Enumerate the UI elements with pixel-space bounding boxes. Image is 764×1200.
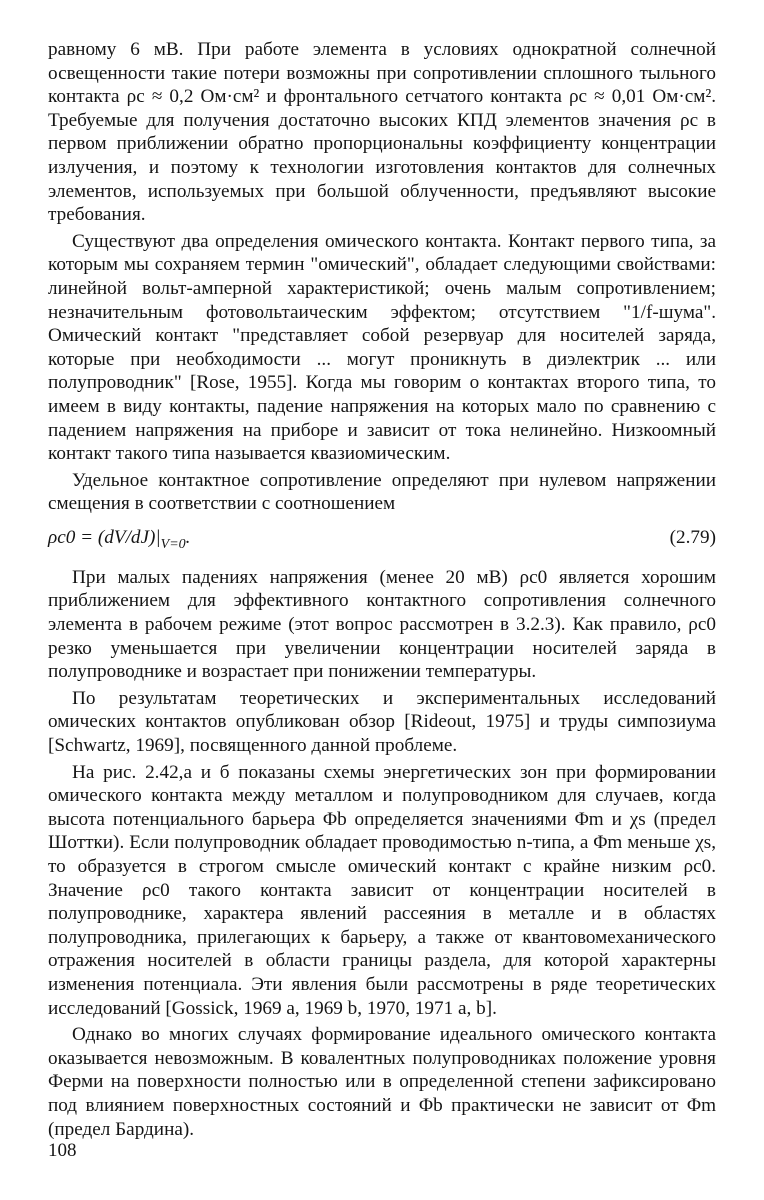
page-number: 108 <box>48 1140 77 1161</box>
equation-subscript: V=0 <box>160 536 186 552</box>
equation-2-79 <box>48 520 716 560</box>
paragraph-covalent-semiconductors: Однако во многих случаях формирование идеального омического контакта оказывается невозможным. В ковалентных полупроводниках положение уровня Ферми на поверхности полностью или в определенной степени зафиксировано под влиянием поверхностных состояний и Φb практически не зависит от Φm (предел Бардина). <box>48 1024 716 1140</box>
paragraph-specific-resistance: Удельное контактное сопротивление определяют при нулевом напряжении смещения в соответствии с соотношением <box>48 469 716 515</box>
paragraph-contact-losses: равному 6 мВ. При работе элемента в условиях однократной солнечной освещенности такие потери возможны при сопротивлении сплошного тыльного контакта ρc ≈ 0,2 Ом·см² и фронтального сетчатого контакта ρc ≈ 0,01 Ом·см². Требуемые для получения достаточно высоких КПД элементов значения ρc в первом приближении обратно пропорциональны коэффициенту концентрации излучения, и поэтому к технологии изготовления контактов для солнечных элементов, используемых при большой облученности, предъявляют высокие требования. <box>48 39 716 226</box>
paragraph-energy-bands: На рис. 2.42,а и б показаны схемы энергетических зон при формировании омического контакта между металлом и полупроводником для случаев, когда высота потенциального барьера Φb определяется значениями Φm и χs (предел Шоттки). Если полупроводник обладает проводимостью n-типа, а Φm меньше χs, то образуется в строгом смысле омический контакт с крайне низким ρc0. Значение ρc0 такого контакта зависит от концентрации носителей в полупроводнике, характера явлений рассеяния в металле и в областях полупроводника, прилегающих к барьеру, а также от квантовомеханического отражения носителей в области границы раздела, для которой характерны изменения потенциала. Эти явления были рассмотрены в ряде теоретических исследований [Gossick, 1969 a, 1969 b, 1970, 1971 a, b]. <box>48 761 716 1019</box>
equation-number: (2.79) <box>669 526 716 548</box>
paragraph-ohmic-definitions: Существуют два определения омического контакта. Контакт первого типа, за которым мы сохраняем термин "омический", обладает следующими свойствами: линейной вольт-амперной характеристикой; очень малым сопротивлением; незначительным фотовольтаическим эффектом; отсутствием "1/f-шума". Омический контакт "представляет собой резервуар для носителей заряда, которые при необходимости ... могут проникнуть в диэлектрик ... или полупроводник" [Rose, 1955]. Когда мы говорим о контактах второго типа, то имеем в виду контакты, падение напряжения на которых мало по сравнению с падением напряжения на приборе и зависит от тока нелинейно. Низкоомный контакт такого типа называется квазиомическим. <box>48 230 716 465</box>
paragraph-review-results: По результатам теоретических и экспериментальных исследований омических контактов опубликован обзор [Rideout, 1975] и труды симпозиума [Schwartz, 1969], посвященного данной проблеме. <box>48 687 716 757</box>
equation-lhs: $\rho c0 = (dV/dJ)|_{V=0}$. <box>48 526 191 552</box>
paragraph-low-voltage: При малых падениях напряжения (менее 20 мВ) ρc0 является хорошим приближением для эффективного контактного сопротивления солнечного элемента в рабочем режиме (этот вопрос рассмотрен в 3.2.3). Как правило, ρc0 резко уменьшается при увеличении концентрации носителей заряда в полупроводнике и возрастает при понижении температуры. <box>48 566 716 683</box>
document-page <box>48 38 716 1144</box>
